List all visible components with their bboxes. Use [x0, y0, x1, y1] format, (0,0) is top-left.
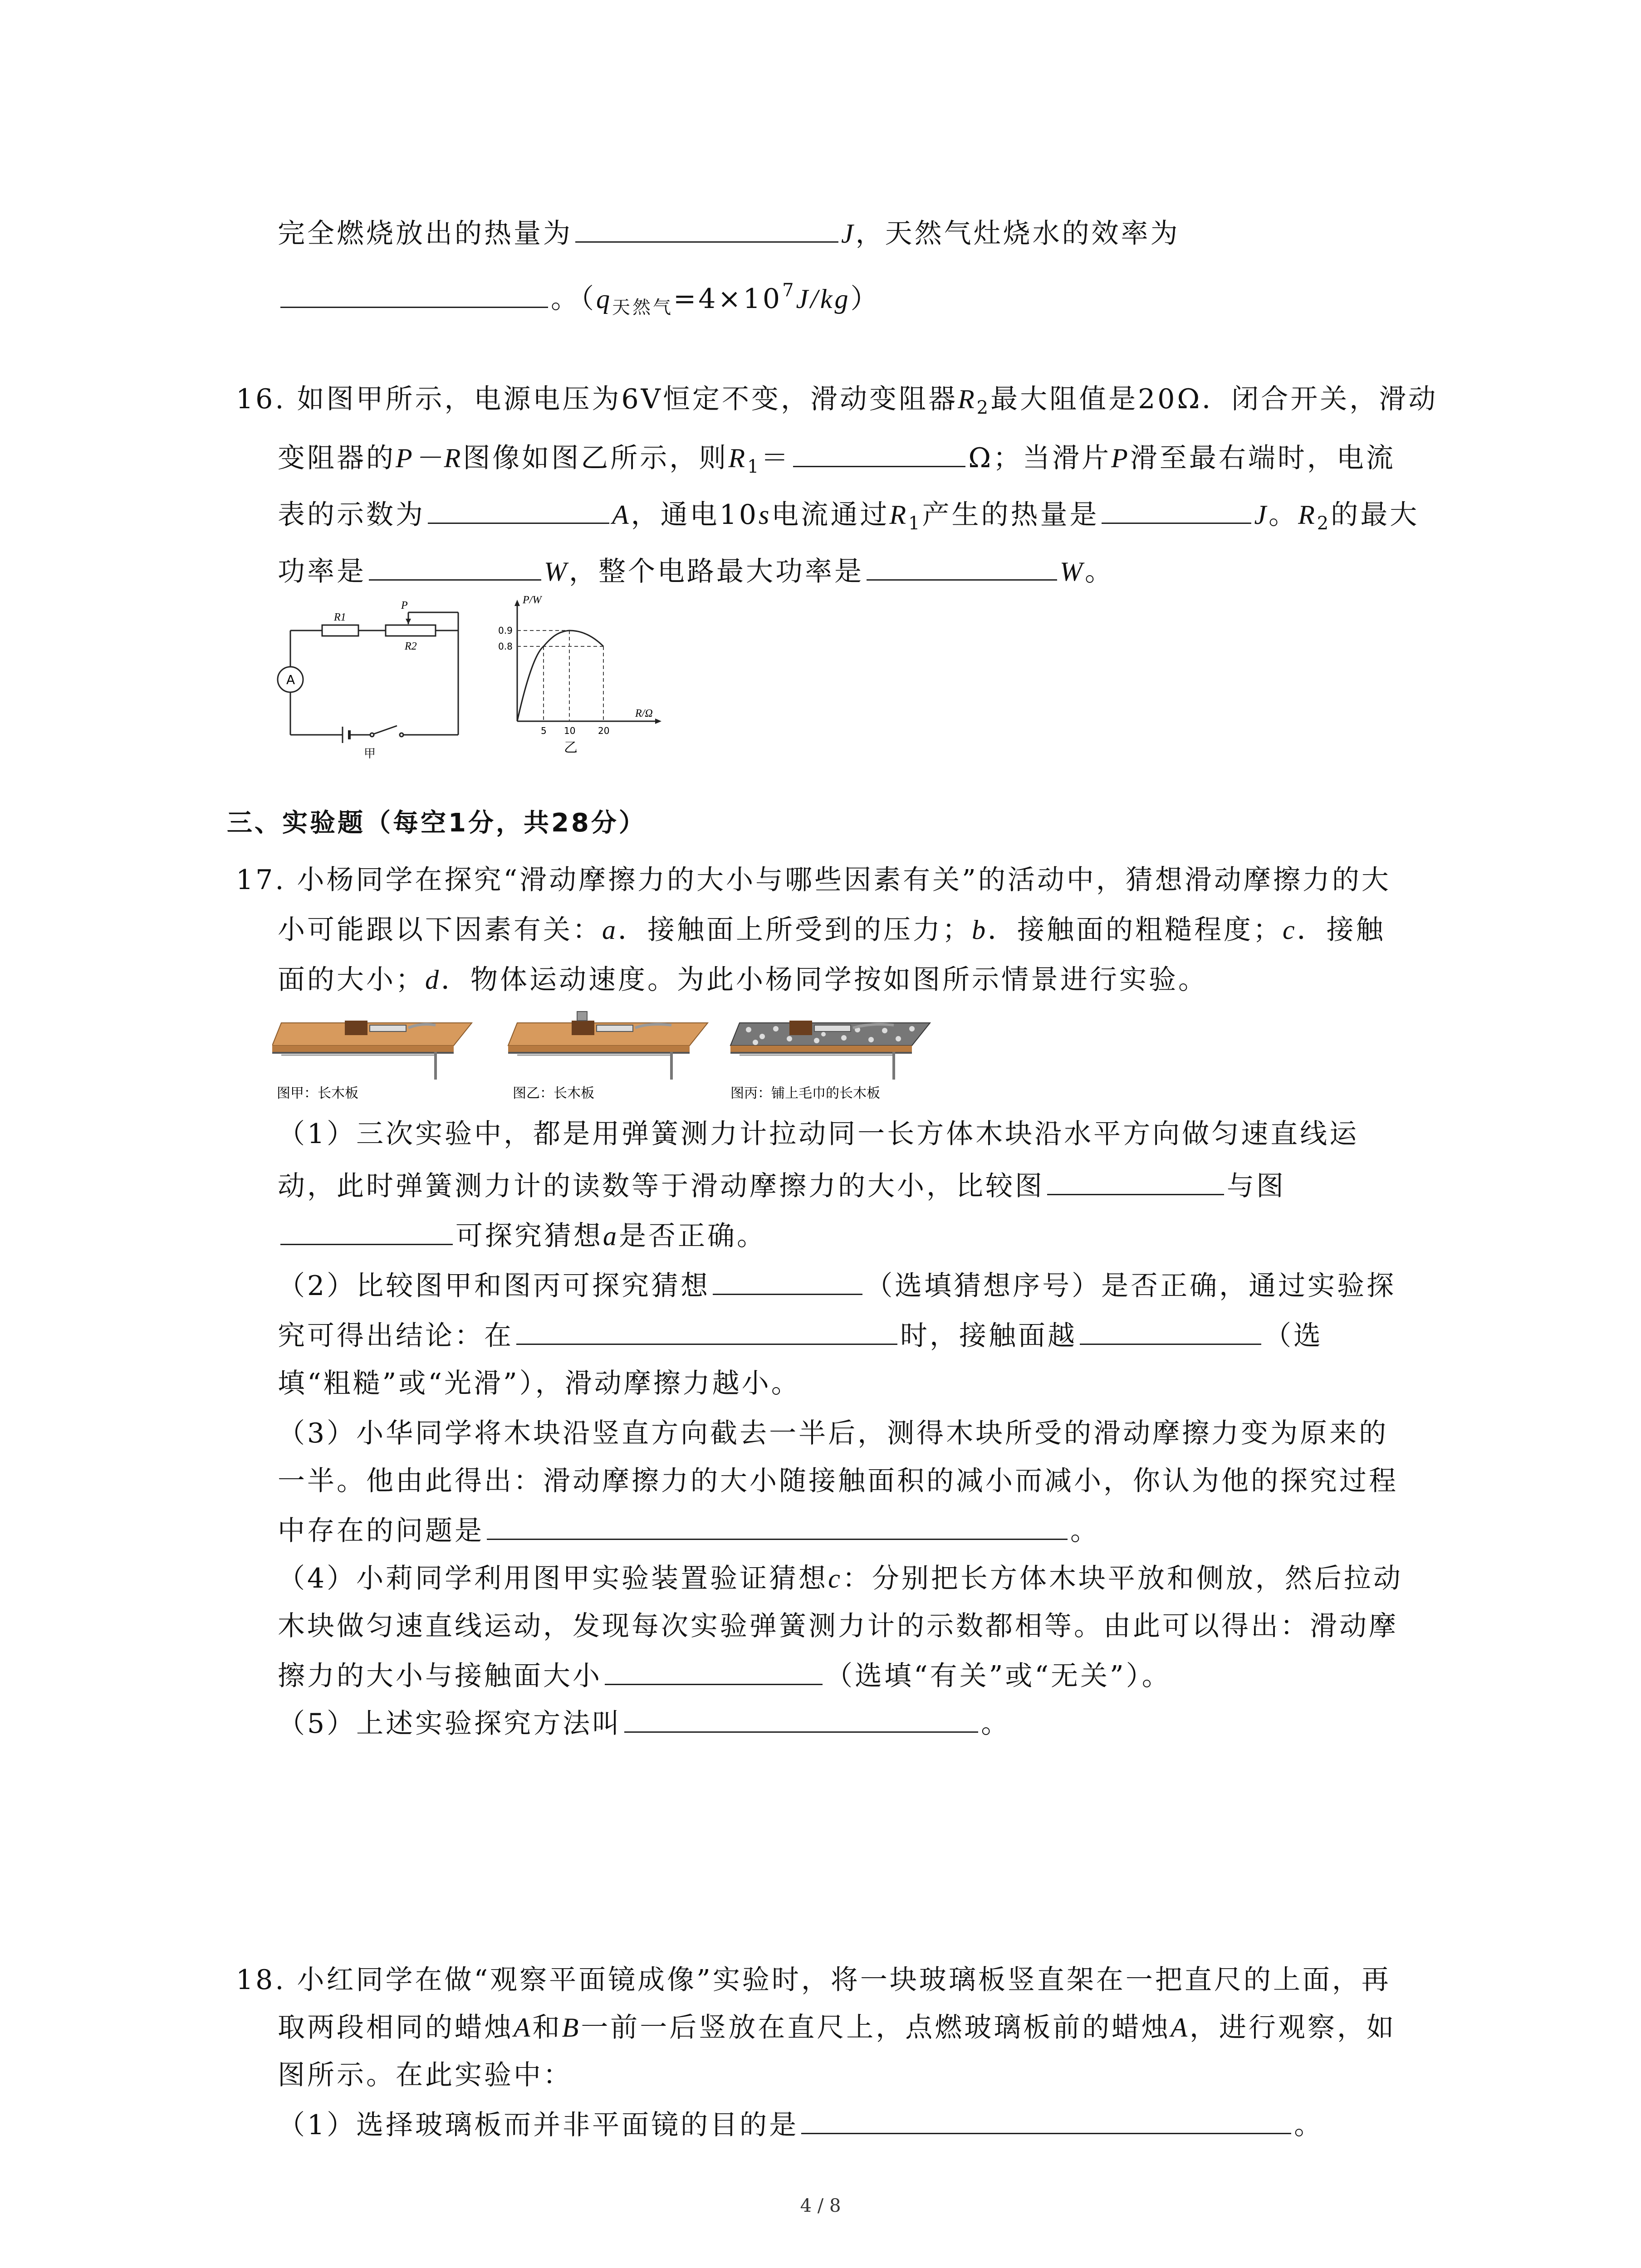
q17-p2-line-2: 究可得出结论：在 时，接触面越 （选 — [278, 1315, 1323, 1354]
q17-line-2: 小可能跟以下因素有关：a．接触面上所受到的压力；b．接触面的粗糙程度；c．接触 — [278, 914, 1386, 946]
answer-blank[interactable] — [575, 213, 838, 243]
answer-blank[interactable] — [867, 551, 1057, 581]
ammeter-label: A — [286, 672, 295, 687]
label-r1: R1 — [334, 611, 346, 623]
figure-caption: 图甲：长木板 — [277, 1085, 358, 1101]
q17-p3-line-3: 中存在的问题是 。 — [278, 1510, 1100, 1549]
figure-bing — [730, 1021, 930, 1101]
y-tick: 0.9 — [498, 625, 513, 636]
q15-line-1: 完全燃烧放出的热量为 J，天然气灶烧水的效率为 — [278, 213, 1180, 252]
answer-blank[interactable] — [516, 1315, 897, 1345]
question-number: 17. — [236, 864, 286, 896]
answer-blank[interactable] — [713, 1266, 862, 1295]
q17-p5-line-1: （5）上述实验探究方法叫 。 — [278, 1703, 1010, 1742]
section-heading: 三、实验题（每空1分，共28分） — [227, 808, 647, 838]
q17-p2-line-1: （2）比较图甲和图丙可探究猜想 （选填猜想序号）是否正确，通过实验探 — [278, 1266, 1396, 1304]
q16-line-3: 表的示数为 A，通电10s电流通过$R_1$产生的热量是 J。$R_2$的最大 — [278, 494, 1419, 542]
answer-blank[interactable] — [793, 438, 965, 467]
friction-experiment-figures — [272, 1002, 935, 1111]
figure-jia — [272, 1021, 472, 1101]
answer-blank[interactable] — [280, 1216, 453, 1245]
answer-blank[interactable] — [369, 551, 541, 581]
answer-blank[interactable] — [624, 1703, 978, 1733]
q16-line-1: 16. 如图甲所示，电源电压为6V恒定不变，滑动变阻器$R_2$最大阻值是20Ω．闭合开关，滑动 — [236, 383, 1438, 418]
answer-blank[interactable] — [605, 1656, 823, 1685]
q18-line-3: 图所示。在此实验中： — [278, 2059, 573, 2091]
figure-yi — [508, 1012, 708, 1101]
p-r-graph — [490, 590, 671, 771]
q17-p4-line-1: （4）小莉同学利用图甲实验装置验证猜想c：分别把长方体木块平放和侧放，然后拉动 — [278, 1563, 1403, 1594]
q17-p1-line-2: 动，此时弹簧测力计的读数等于滑动摩擦力的大小，比较图 与图 — [278, 1166, 1286, 1204]
answer-blank[interactable] — [1102, 494, 1251, 524]
x-tick: 10 — [564, 725, 576, 736]
q17-p3-line-2: 一半。他由此得出：滑动摩擦力的大小随接触面积的减小而减小，你认为他的探究过程 — [278, 1465, 1398, 1497]
y-tick: 0.8 — [498, 641, 513, 652]
q18-line-1: 18. 小红同学在做“观察平面镜成像”实验时，将一块玻璃板竖直架在一把直尺的上面，再 — [236, 1964, 1391, 1996]
y-axis-label: P/W — [523, 594, 542, 606]
question-number: 18. — [236, 1964, 286, 1996]
figure-caption: 图乙：长木板 — [513, 1085, 594, 1101]
circuit-diagram — [272, 599, 472, 762]
q18-p1-line-1: （1）选择玻璃板而并非平面镜的目的是 。 — [278, 2105, 1323, 2143]
q16-line-2: 变阻器的P－R图像如图乙所示，则$R_1= \Omega$；当滑片P滑至最右端时，电流 — [278, 438, 1396, 485]
answer-blank[interactable] — [801, 2105, 1291, 2134]
q16-line-4: 功率是 W，整个电路最大功率是 W。 — [278, 551, 1114, 590]
q17-line-1: 17. 小杨同学在探究“滑动摩擦力的大小与哪些因素有关”的活动中，猜想滑动摩擦力的大 — [236, 864, 1391, 896]
q17-p4-line-3: 擦力的大小与接触面大小 （选填“有关”或“无关”）。 — [278, 1656, 1171, 1694]
x-tick: 5 — [541, 725, 547, 736]
answer-blank[interactable] — [1047, 1166, 1224, 1195]
label-p: P — [401, 600, 408, 611]
figure-caption: 图丙：铺上毛巾的长木板 — [730, 1085, 880, 1101]
x-axis-label: R/Ω — [635, 708, 653, 719]
q17-p4-line-2: 木块做匀速直线运动，发现每次实验弹簧测力计的示数都相等。由此可以得出：滑动摩 — [278, 1610, 1398, 1642]
label-r2: R2 — [405, 640, 417, 652]
answer-blank[interactable] — [487, 1510, 1068, 1540]
page-number: 4 / 8 — [800, 2195, 841, 2216]
x-tick: 20 — [598, 725, 610, 736]
answer-blank[interactable] — [1080, 1315, 1261, 1345]
q17-p3-line-1: （3）小华同学将木块沿竖直方向截去一半后，测得木块所受的滑动摩擦力变为原来的 — [278, 1418, 1389, 1449]
q18-line-2: 取两段相同的蜡烛A和B一前一后竖放在直尺上，点燃玻璃板前的蜡烛A，进行观察，如 — [278, 2012, 1396, 2043]
figure-caption-jia: 甲 — [364, 747, 376, 761]
answer-blank[interactable] — [428, 494, 609, 524]
q17-line-3: 面的大小；d．物体运动速度。为此小杨同学按如图所示情景进行实验。 — [278, 964, 1208, 996]
answer-blank[interactable] — [280, 279, 548, 308]
q17-p2-line-3: 填“粗糙”或“光滑”），滑动摩擦力越小。 — [278, 1368, 801, 1399]
question-number: 16. — [236, 383, 286, 415]
q17-p1-line-1: （1）三次实验中，都是用弹簧测力计拉动同一长方体木块沿水平方向做匀速直线运 — [278, 1118, 1359, 1150]
figure-caption-yi: 乙 — [564, 740, 578, 756]
q17-p1-line-3: 可探究猜想a是否正确。 — [278, 1216, 766, 1254]
q15-line-2: 。$(q_{天然气}=4\times 10^7J/kg)$ — [278, 272, 880, 326]
